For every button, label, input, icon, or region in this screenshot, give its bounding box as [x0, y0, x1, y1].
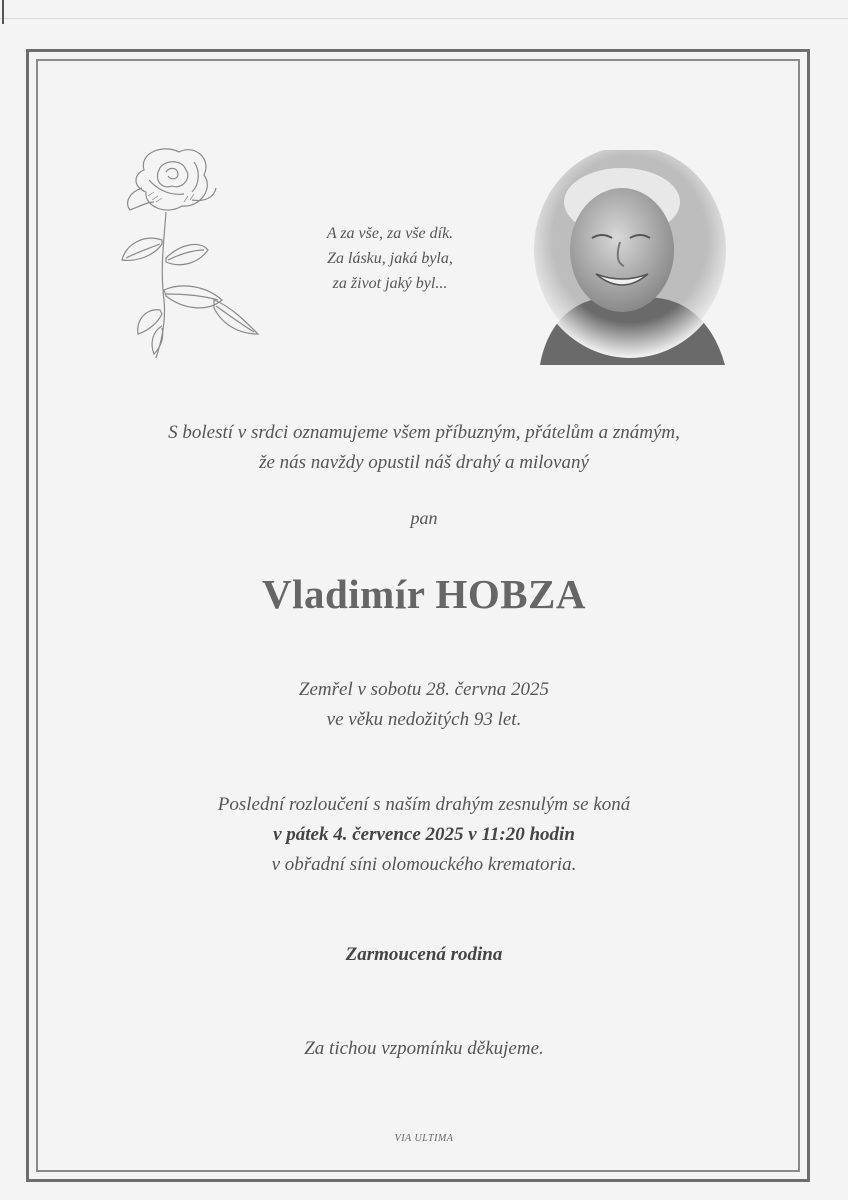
title-word: pan: [410, 508, 438, 528]
announcement-line: S bolestí v srdci oznamujeme všem příbuzným, přátelům a známým,: [168, 422, 680, 443]
poem-line: za život jaký byl...: [332, 275, 448, 292]
funeral-date: v pátek 4. července 2025 v 11:20 hodin: [273, 824, 575, 845]
portrait-icon: [530, 150, 730, 365]
death-date: Zemřel v sobotu 28. června 2025: [298, 679, 550, 700]
poem-line: Za lásku, jaká byla,: [327, 250, 453, 267]
poem-line: A za vše, za vše dík.: [326, 225, 454, 242]
announcement: [0, 418, 848, 478]
poem: [300, 221, 480, 296]
scan-edge-mark: [2, 0, 4, 24]
death-age: ve věku nedožitých 93 let.: [326, 709, 522, 730]
funeral-info: [0, 790, 848, 880]
death-info: [0, 675, 848, 735]
deceased-name: Vladimír HOBZA: [261, 571, 587, 617]
rose-icon: [104, 140, 266, 362]
announcement-line: že nás navždy opustil náš drahý a milovaný: [259, 452, 589, 473]
signature: Zarmoucená rodina: [345, 944, 503, 965]
footer-brand: VIA ULTIMA: [394, 1133, 454, 1144]
funeral-location: v obřadní síni olomouckého krematoria.: [271, 854, 577, 875]
funeral-intro: Poslední rozloučení s naším drahým zesnulým se koná: [217, 794, 631, 815]
top-scan-line: [0, 18, 848, 19]
thanks-line: Za tichou vzpomínku děkujeme.: [304, 1038, 544, 1059]
